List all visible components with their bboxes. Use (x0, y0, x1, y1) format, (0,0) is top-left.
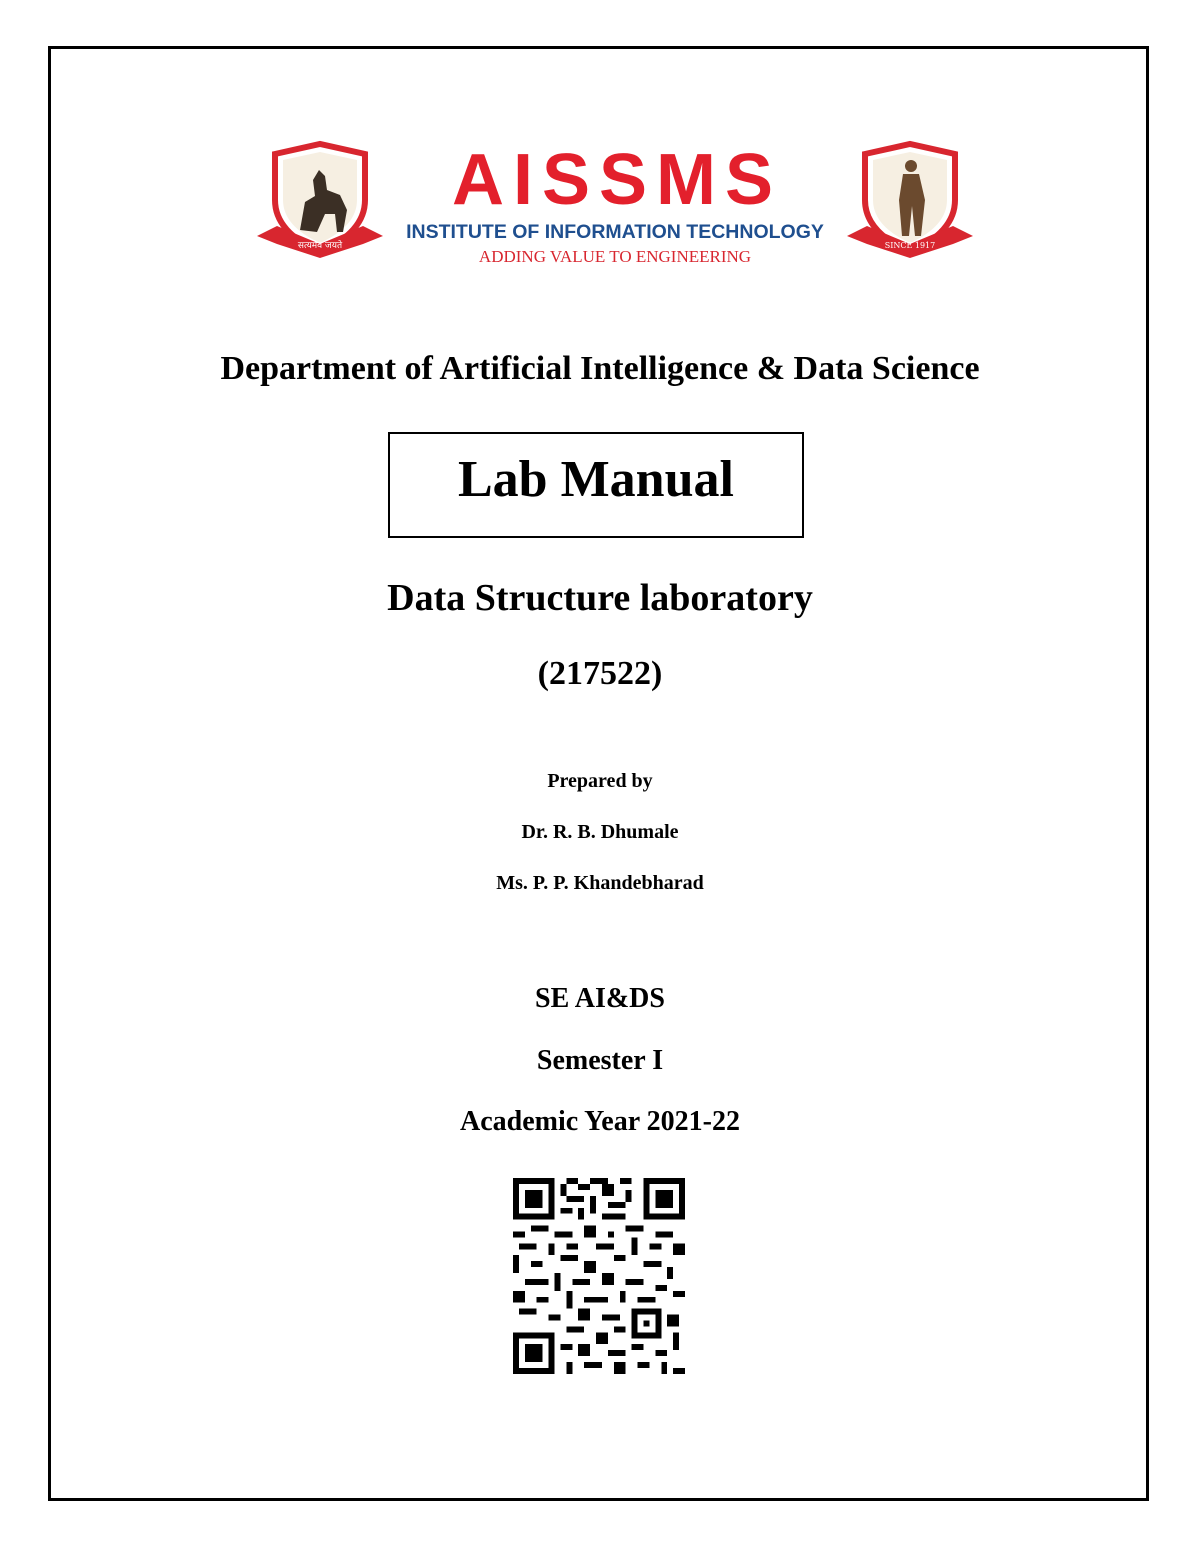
logo-text (380, 140, 850, 270)
qr-code-icon (513, 1176, 685, 1376)
institute-name: INSTITUTE OF INFORMATION TECHNOLOGY (406, 221, 824, 243)
academic-year: Academic Year 2021-22 (460, 1106, 740, 1137)
department-name: Department of Artificial Intelligence & Data Science (220, 350, 980, 387)
semester: Semester I (536, 1045, 664, 1076)
title-box (388, 432, 804, 538)
subject-name: Data Structure laboratory (387, 577, 813, 619)
subject-code: (217522) (537, 655, 663, 692)
institute-logo (255, 140, 975, 275)
right-crest-icon (845, 140, 975, 265)
author-name: Ms. P. P. Khandebharad (496, 872, 704, 894)
prepared-by-label: Prepared by (547, 770, 653, 792)
class-name: SE AI&DS (535, 983, 665, 1014)
author-name: Dr. R. B. Dhumale (521, 821, 679, 843)
document-title: Lab Manual (458, 451, 734, 508)
brand-name: AISSMS (451, 140, 783, 220)
institute-tagline: ADDING VALUE TO ENGINEERING (478, 247, 752, 266)
left-crest-motto: सत्यमेव जयते (297, 241, 343, 251)
left-crest-icon (255, 140, 385, 265)
right-crest-since: SINCE 1917 (884, 241, 936, 250)
